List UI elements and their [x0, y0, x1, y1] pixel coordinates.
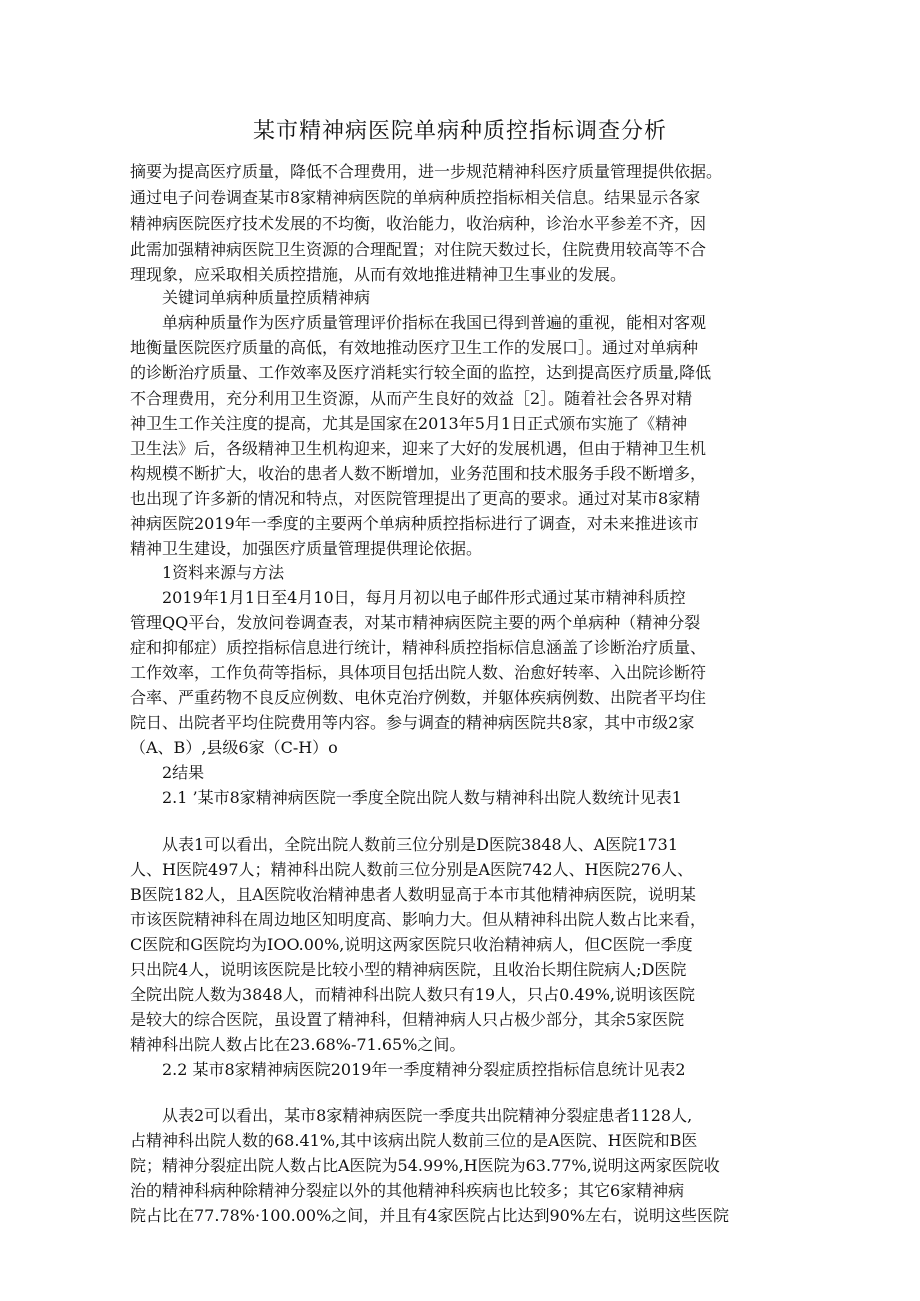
body-line: 管理QQ平台，发放问卷调查表，对某市精神病医院主要的两个单病种（精神分裂	[130, 613, 701, 632]
body-line: 全院出院人数为3848人，而精神科出院人数只有19人，只占0.49%,说明该医院	[130, 985, 695, 1004]
body-line: 占精神科出院人数的68.41%,其中该病出院人数前三位的是A医院、H医院和B医	[130, 1131, 698, 1150]
body-line: 神病医院2019年一季度的主要两个单病种质控指标进行了调查，对未来推进该市	[130, 514, 699, 533]
body-line: 是较大的综合医院，虽设置了精神科，但精神病人只占极少部分，其余5家医院	[130, 1010, 685, 1029]
body-line: 卫生法》后，各级精神卫生机构迎来，迎来了大好的发展机遇，但由于精神卫生机	[130, 439, 707, 458]
body-line: 从表2可以看出，某市8家精神病医院一季度共出院精神分裂症患者1128人,	[162, 1106, 693, 1125]
body-line: 不合理费用，充分利用卫生资源，从而产生良好的效益［2］。随着社会各界对精	[130, 389, 693, 408]
body-line: 神卫生工作关注度的提高，尤其是国家在2013年5月1日正式颁布实施了《精神	[130, 414, 688, 433]
body-line: 的诊断治疗质量、工作效率及医疗消耗实行较全面的监控，达到提高医疗质量,降低	[130, 363, 712, 382]
body-line: （A、B）,县级6家（C-H）o	[130, 738, 338, 757]
section-heading: 2结果	[162, 763, 205, 782]
body-line: 合率、严重药物不良反应例数、电休克治疗例数，并躯体疾病例数、出院者平均住	[130, 688, 707, 707]
body-line: 也出现了许多新的情况和特点，对医院管理提出了更高的要求。通过对某市8家精	[130, 489, 701, 508]
body-line: 构规模不断扩大，收治的患者人数不断增加，业务范围和技术服务手段不断增多，	[130, 464, 707, 483]
body-line: 从表1可以看出，全院出院人数前三位分别是D医院3848人、A医院1731	[162, 835, 679, 854]
body-line: 院占比在77.78%·100.00%之间，并且有4家医院占比达到90%左右，说明这些医院	[130, 1206, 730, 1225]
body-line: 精神科出院人数占比在23.68%-71.65%之间。	[130, 1035, 466, 1054]
body-line: 地衡量医院医疗质量的高低，有效地推动医疗卫生工作的发展口］。通过对单病种	[130, 338, 699, 357]
body-line: 2019年1月1日至4月10日，每月月初以电子邮件形式通过某市精神科质控	[162, 588, 686, 607]
body-line: 院日、出院者平均住院费用等内容。参与调查的精神病医院共8家，其中市级2家	[130, 713, 695, 732]
body-line: 院；精神分裂症出院人数占比A医院为54.99%,H医院为63.77%,说明这两家医院收	[130, 1156, 720, 1175]
body-line: 市该医院精神科在周边地区知明度高、影响力大。但从精神科出院人数占比来看，	[130, 910, 707, 929]
body-line: 症和抑郁症）质控指标信息进行统计，精神科质控指标信息涵盖了诊断治疗质量、	[130, 638, 707, 657]
abstract-line: 此需加强精神病医院卫生资源的合理配置；对住院天数过长，住院费用较高等不合	[130, 240, 707, 259]
abstract-line: 通过电子问卷调查某市8家精神病医院的单病种质控指标相关信息。结果显示各家	[130, 188, 701, 207]
abstract-line: 理现象，应采取相关质控措施，从而有效地推进精神卫生事业的发展。	[130, 265, 627, 284]
body-line: 人、H医院497人；精神科出院人数前三位分别是A医院742人、H医院276人、	[130, 860, 694, 879]
section-heading: 1资料来源与方法	[162, 563, 285, 582]
body-line: 只出院4人，说明该医院是比较小型的精神病医院，且收治长期住院病人;D医院	[130, 960, 687, 979]
body-line: C医院和G医院均为IOO.00%,说明这两家医院只收治精神病人，但C医院一季度	[130, 935, 693, 954]
keywords-line: 关键词单病种质量控质精神病	[162, 288, 371, 307]
body-line: 单病种质量作为医疗质量管理评价指标在我国已得到普遍的重视，能相对客观	[162, 313, 707, 332]
body-line: 治的精神科病种除精神分裂症以外的其他精神科疾病也比较多；其它6家精神病	[130, 1181, 685, 1200]
body-line: 精神卫生建设，加强医疗质量管理提供理论依据。	[130, 539, 483, 558]
document-title: 某市精神病医院单病种质控指标调查分析	[252, 119, 667, 144]
subsection-heading: 2.1 ’某市8家精神病医院一季度全院出院人数与精神科出院人数统计见表1	[162, 788, 682, 807]
subsection-heading: 2.2 某市8家精神病医院2019年一季度精神分裂症质控指标信息统计见表2	[162, 1060, 686, 1079]
body-line: 工作效率，工作负荷等指标，具体项目包括出院人数、治愈好转率、入出院诊断符	[130, 663, 707, 682]
abstract-line: 精神病医院医疗技术发展的不均衡，收治能力，收治病种，诊治水平参差不齐，因	[130, 214, 707, 233]
body-line: B医院182人，且A医院收治精神患者人数明显高于本市其他精神病医院，说明某	[130, 885, 696, 904]
abstract-line: 摘要为提高医疗质量，降低不合理费用，进一步规范精神科医疗质量管理提供依据。	[130, 162, 723, 181]
